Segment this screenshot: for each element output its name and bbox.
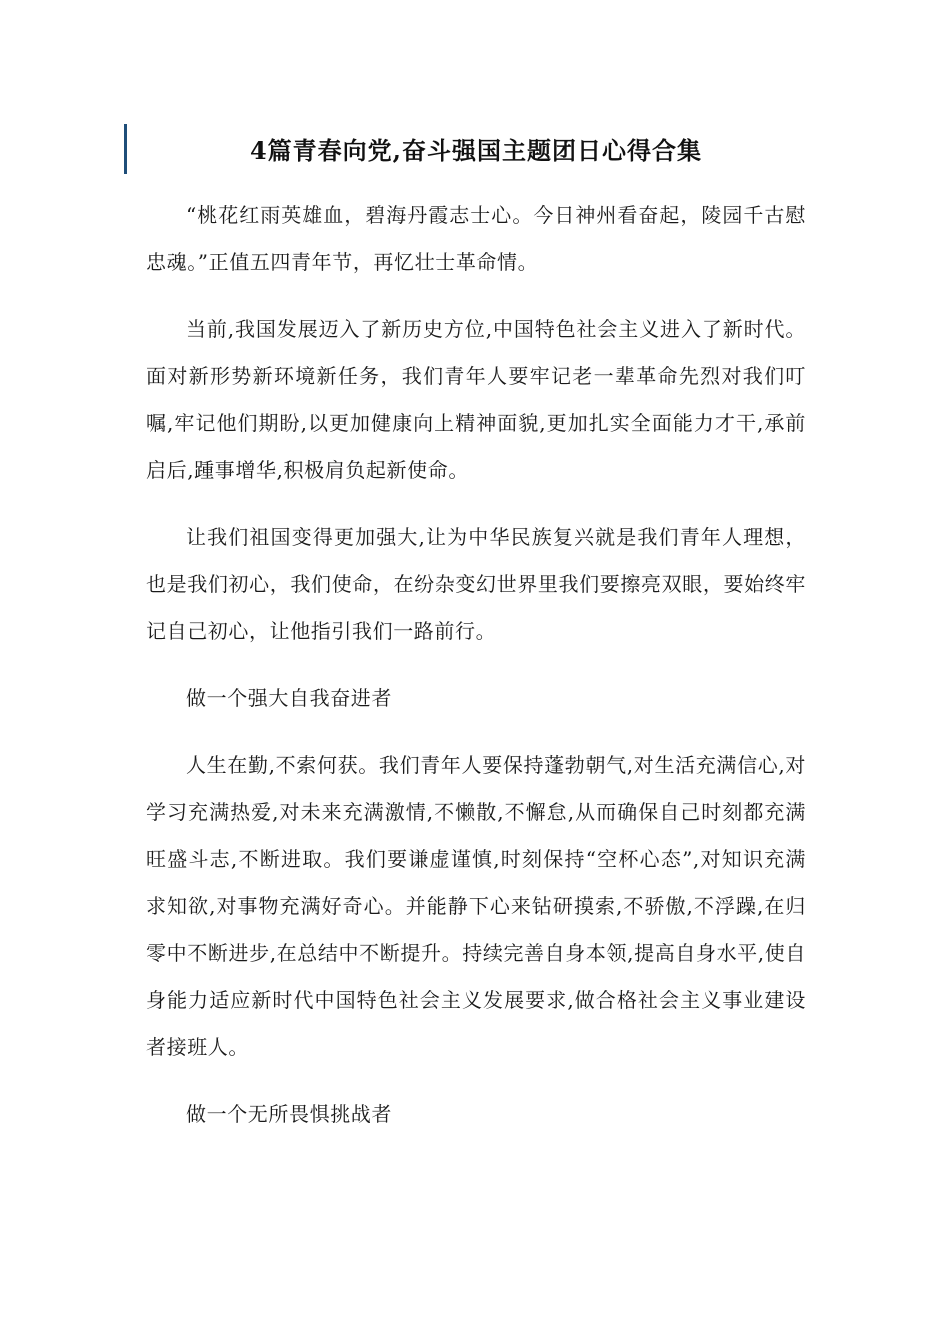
document-title: 4篇青春向党,奋斗强国主题团日心得合集 (249, 136, 703, 165)
paragraph-poem-intro: “桃花红雨英雄血，碧海丹霞志士心。今日神州看奋起，陵园千古慰忠魂。”正值五四青年节，再忆壮士革命情。 (146, 203, 806, 274)
section-heading-self-striver: 做一个强大自我奋进者 (186, 686, 392, 710)
section-heading-fearless-challenger: 做一个无所畏惧挑战者 (186, 1102, 392, 1126)
paragraph-diligence: 人生在勤,不索何获。我们青年人要保持蓬勃朝气,对生活充满信心,对学习充满热爱,对未来充满激情,不懒散,不懈怠,从而确保自己时刻都充满旺盛斗志,不断进取。我们要谦虚谨慎,时刻保持“空杯心态”,对知识充满求知欲,对事物充满好奇心。并能静下心来钻研摸索,不骄傲,不浮躁,在归零中不断进步,在总结中不断提升。持续完善自身本领,提高自身水平,使自身能力适应新时代中国特色社会主义发展要求,做合格社会主义事业建设者接班人。 (146, 753, 806, 1059)
document-body (146, 192, 806, 1158)
paragraph-new-era: 当前,我国发展迈入了新历史方位,中国特色社会主义进入了新时代。面对新形势新环境新任务，我们青年人要牢记老一辈革命先烈对我们叮嘱,牢记他们期盼,以更加健康向上精神面貌,更加扎实全面能力才干,承前启后,踵事增华,积极肩负起新使命。 (146, 317, 806, 482)
paragraph-motherland: 让我们祖国变得更加强大,让为中华民族复兴就是我们青年人理想，也是我们初心，我们使命，在纷杂变幻世界里我们要擦亮双眼，要始终牢记自己初心，让他指引我们一路前行。 (146, 525, 806, 643)
title-accent-bar (124, 124, 127, 174)
